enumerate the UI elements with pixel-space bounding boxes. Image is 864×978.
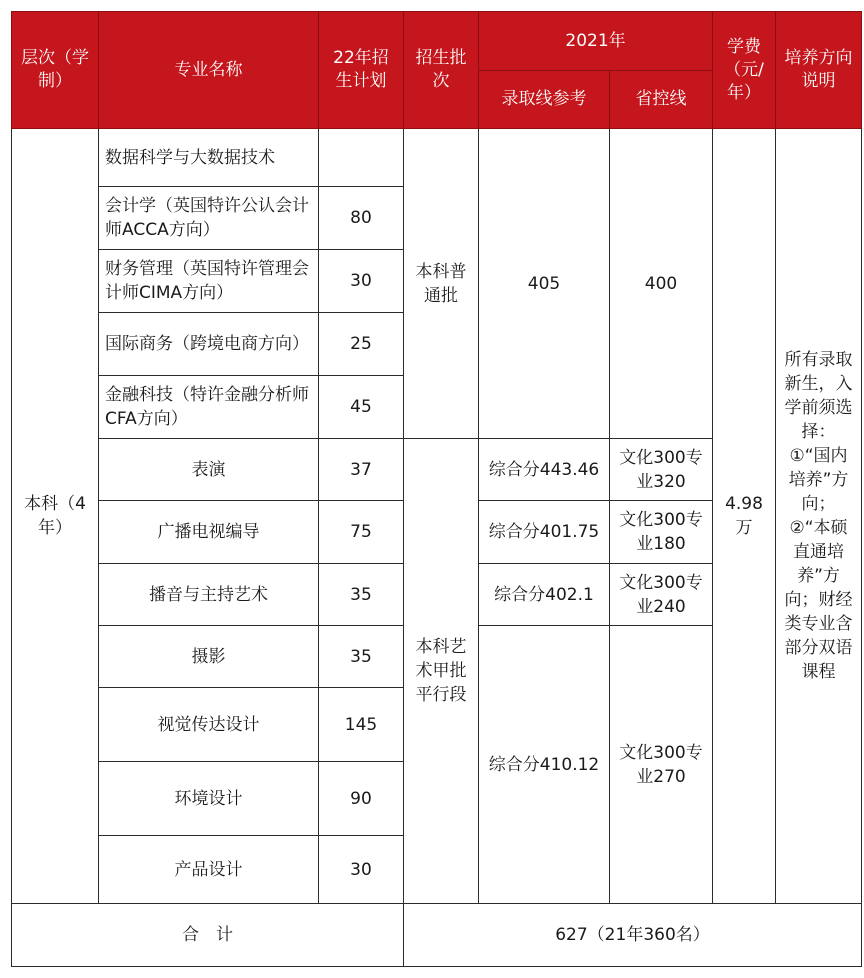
provincial-line-host: 文化300专业240 (610, 564, 713, 626)
plan-cell: 30 (319, 250, 404, 313)
total-value: 627（21年360名） (404, 904, 862, 967)
major-cell: 产品设计 (99, 836, 319, 904)
header-year-2021: 2021年 (479, 12, 713, 71)
provincial-line-general: 400 (610, 129, 713, 439)
admission-line-host: 综合分402.1 (479, 564, 610, 626)
major-cell: 财务管理（英国特许管理会计师CIMA方向） (99, 250, 319, 313)
plan-cell: 35 (319, 564, 404, 626)
plan-cell: 35 (319, 626, 404, 688)
plan-cell: 45 (319, 376, 404, 439)
plan-cell: 30 (319, 836, 404, 904)
major-cell: 广播电视编导 (99, 501, 319, 564)
header-batch: 招生批次 (404, 12, 479, 129)
major-cell: 表演 (99, 439, 319, 501)
major-cell: 环境设计 (99, 762, 319, 836)
total-row (12, 904, 862, 967)
major-cell: 金融科技（特许金融分析师CFA方向） (99, 376, 319, 439)
admission-line-performance: 综合分443.46 (479, 439, 610, 501)
table-row (12, 129, 862, 187)
batch-cell-general: 本科普通批 (404, 129, 479, 439)
header-major: 专业名称 (99, 12, 319, 129)
major-cell: 摄影 (99, 626, 319, 688)
header-plan: 22年招生计划 (319, 12, 404, 129)
plan-cell: 75 (319, 501, 404, 564)
admission-line-general: 405 (479, 129, 610, 439)
plan-cell: 80 (319, 187, 404, 250)
major-cell: 数据科学与大数据技术 (99, 129, 319, 187)
batch-cell-art: 本科艺术甲批平行段 (404, 439, 479, 904)
enrollment-table-container (11, 11, 862, 967)
total-label: 合 计 (12, 904, 404, 967)
provincial-line-design: 文化300专业270 (610, 626, 713, 904)
major-cell: 国际商务（跨境电商方向） (99, 313, 319, 376)
major-cell: 视觉传达设计 (99, 688, 319, 762)
major-cell: 会计学（英国特许公认会计师ACCA方向） (99, 187, 319, 250)
major-cell: 播音与主持艺术 (99, 564, 319, 626)
provincial-line-performance: 文化300专业320 (610, 439, 713, 501)
direction-cell: 所有录取新生，入学前须选择：①“国内培养”方向；②“本硕直通培养”方向；财经类专业含部分双语课程 (776, 129, 862, 904)
admission-line-broadcast: 综合分401.75 (479, 501, 610, 564)
plan-cell: 145 (319, 688, 404, 762)
admission-line-design: 综合分410.12 (479, 626, 610, 904)
level-cell: 本科（4年） (12, 129, 99, 904)
provincial-line-broadcast: 文化300专业180 (610, 501, 713, 564)
plan-cell: 90 (319, 762, 404, 836)
plan-cell: 37 (319, 439, 404, 501)
header-admission-line: 录取线参考 (479, 71, 610, 129)
header-tuition: 学费（元/年） (713, 12, 776, 129)
plan-cell: 25 (319, 313, 404, 376)
header-direction: 培养方向说明 (776, 12, 862, 129)
header-level: 层次（学制） (12, 12, 99, 129)
plan-cell (319, 129, 404, 187)
enrollment-table (11, 11, 862, 967)
header-row (12, 12, 862, 71)
header-provincial-line: 省控线 (610, 71, 713, 129)
tuition-cell: 4.98万 (713, 129, 776, 904)
